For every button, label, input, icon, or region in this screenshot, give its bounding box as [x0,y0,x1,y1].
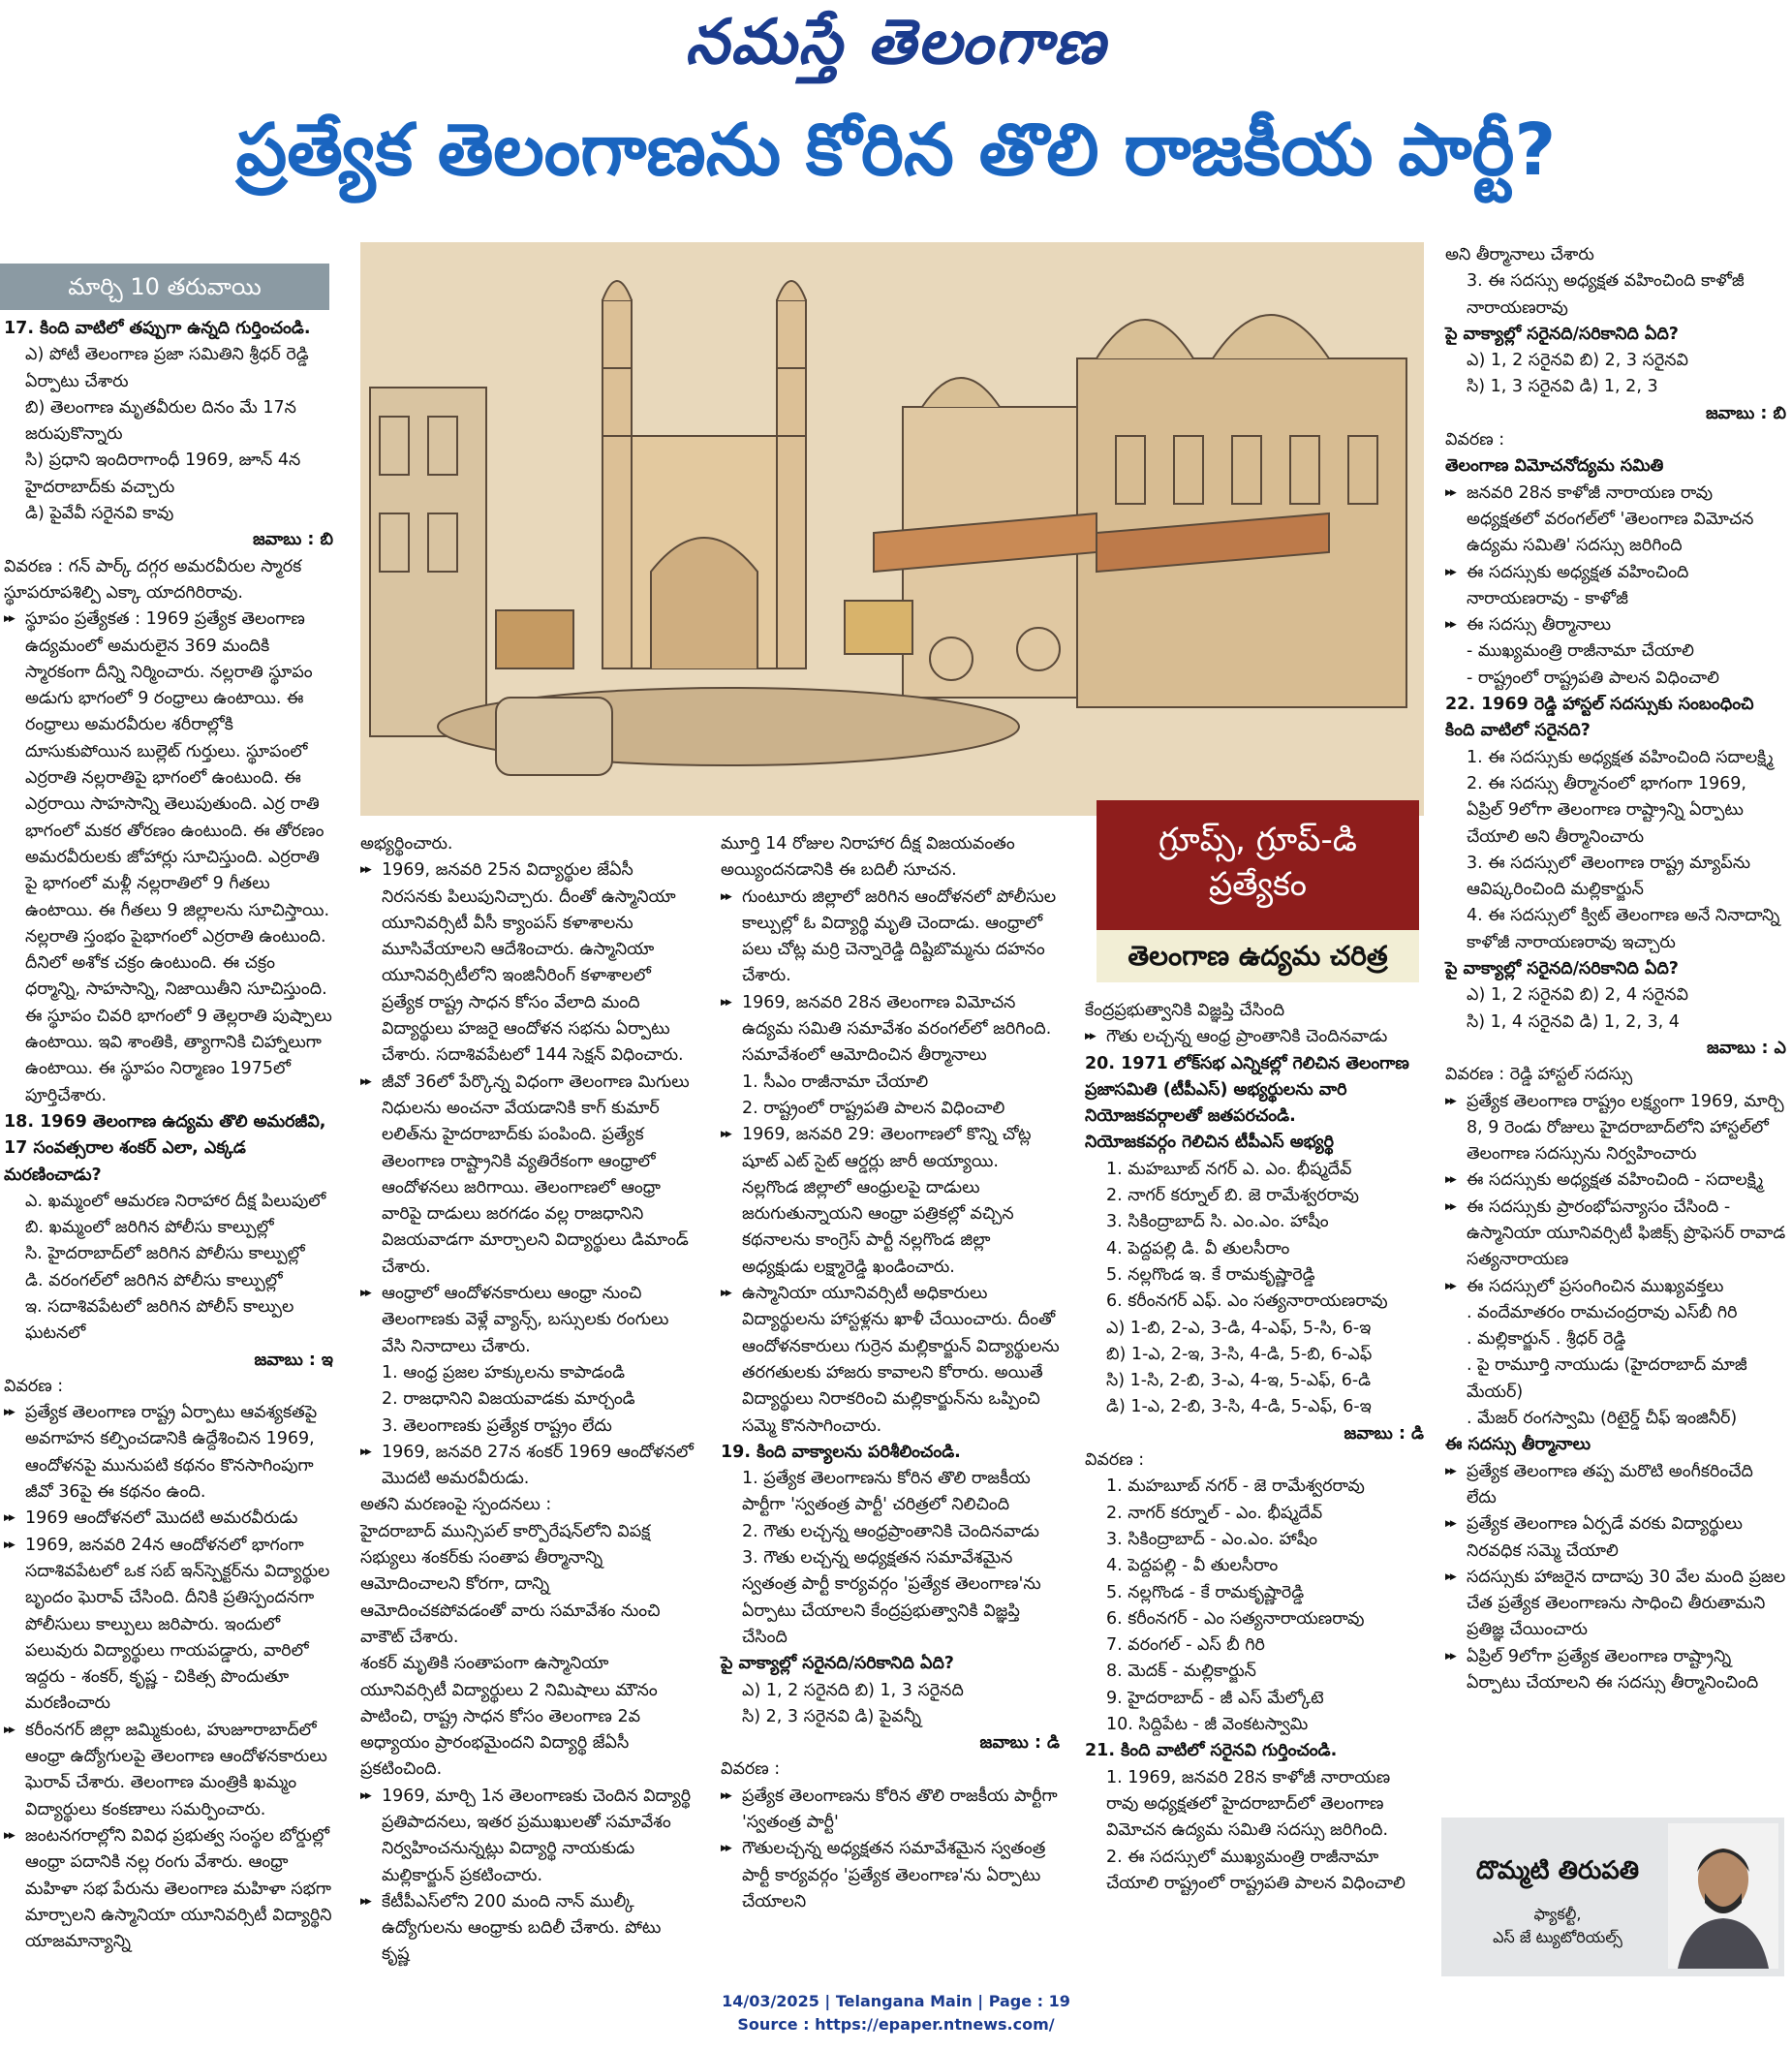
option-line: 3. సికింద్రాబాద్ సి. ఎం.ఎం. హాషీం [1106,1212,1329,1232]
bullet-paragraph: ▶▶ ప్రత్యేక తెలంగాణ రాష్ట్ర ఏర్పాటు ఆవశ్యకతపై అవగాహన కల్పించడానికి ఉద్దేశించిన 1969, ఆందోళనపై మునుపటి కథనం కొనసాగింపుగా జీవో 36పై ఈ కథనం ఉంది. [4,1400,333,1506]
bullet-paragraph: ▶▶ కరీంనగర్ జిల్లా జమ్మికుంట, హుజూరాబాద్‌లో ఆంధ్రా ఉద్యోగులపై తెలంగాణ ఆందోళనకారులు ఘెరావ్ చేశారు. తెలంగాణ మంత్రికి ఖమ్మం విద్యార్థులు కంకణాలు సమర్పించారు. [4,1718,333,1823]
option-line: . మల్లికార్జున్ . శ్రీధర్ రెడ్డి [1467,1329,1626,1350]
bullet-paragraph: ▶▶ జనవరి 28న కాళోజీ నారాయణ రావు అధ్యక్షతలో వరంగల్‌లో 'తెలంగాణ విమోచన ఉద్యమ సమితి' సదస్సు జరిగింది [1445,481,1786,560]
bullet-paragraph: ▶▶ సదస్సుకు హాజరైన దాదాపు 30 వేల మంది ప్రజల చేత ప్రత్యేక తెలంగాణను సాధించి తీరుతామని ప్రతిజ్ఞ చేయించారు [1445,1565,1786,1644]
bullet-paragraph: ▶▶ గౌతు లచ్చన్న ఆంధ్ర ప్రాంతానికి చెందినవాడు [1085,1024,1424,1050]
option-line: 3. తెలంగాణకు ప్రత్యేక రాష్ట్రం లేదు [382,1415,612,1436]
paragraph: వివరణ : [4,1376,64,1396]
series-subtitle: తెలంగాణ ఉద్యమ చరిత్ర [1097,930,1419,982]
paragraph: అని తీర్మానాలు చేశారు [1445,245,1594,264]
option-line: 4. ఈ సదస్సులో క్విట్ తెలంగాణ అనే నినాదాన్ని కాళోజీ నారాయణరావు ఇచ్చారు [1467,906,1780,952]
option-line: 2. నాగర్ కర్నూల్ బి. జె రామేశ్వరరావు [1106,1186,1359,1206]
option-line: 6. కరీంనగర్ ఎఫ్. ఎం సత్యనారాయణరావు [1106,1291,1388,1312]
paragraph: కేంద్రప్రభుత్వానికి విజ్ఞప్తి చేసింది [1085,1001,1285,1020]
bullet-paragraph: ▶▶ 1969, జనవరి 28న తెలంగాణ విమోచన ఉద్యమ సమితి సమావేశం వరంగల్‌లో జరిగింది. సమావేశంలో ఆమోదించిన తీర్మానాలు [721,990,1060,1070]
option-line: 9. హైదరాబాద్ - జీ ఎస్ మేల్కోటె [1106,1688,1324,1708]
author-portrait-image [1668,1823,1778,1969]
paragraph: వివరణ : [1445,430,1505,451]
bullet-paragraph: ▶▶ ఆంధ్రాలో ఆందోళనకారులు ఆంధ్రా నుంచి తెలంగాణకు వెళ్లే వ్యాన్స్, బస్సులకు రంగులు వేసి నినాదాలు చేశారు. [360,1281,694,1360]
column-3 [721,831,1060,1915]
column-2 [360,831,694,1969]
section-label: మార్చి 10 తరువాయి [0,264,329,310]
answer-text: జవాబు : బి [1706,403,1786,423]
question-text: నియోజకవర్గం గెలిచిన టీపీఎస్ అభ్యర్థి [1085,1133,1335,1153]
option-line: సి. హైదరాబాద్‌లో జరిగిన పోలీసు కాల్పుల్లో [25,1244,305,1264]
headline: ప్రత్యేక తెలంగాణను కోరిన తొలి రాజకీయ పార్టీ? [235,109,1557,192]
question-text: 19. కింది వాక్యాలను పరిశీలించండి. [721,1442,961,1462]
option-line: 8. మెదక్ - మల్లికార్జున్ [1106,1662,1256,1682]
option-line: 1. 1969, జనవరి 28న కాళోజీ నారాయణ రావు అధ్యక్షతలో హైదరాబాద్‌లో తెలంగాణ విమోచన ఉద్యమ సమితి సదస్సు జరిగింది. [1106,1767,1391,1841]
footer-source-line: Source : https://epaper.ntnews.com/ [737,2015,1055,2034]
option-line: 1. ప్రత్యేక తెలంగాణను కోరిన తొలి రాజకీయ పార్టీగా 'స్వతంత్ర పార్టీ' చరిత్రలో నిలిచింది [742,1469,1031,1515]
paragraph: వివరణ : రెడ్డి హాస్టల్ సదస్సు [1445,1065,1633,1085]
option-line: - రాష్ట్రంలో రాష్ట్రపతి పాలన విధించాలి [1467,668,1719,688]
charminar-illustration [360,242,1424,816]
option-line: బి) తెలంగాణ మృతవీరుల దినం మే 17న జరుపుకొన్నారు [25,397,296,445]
paragraph: హైదరాబాద్ మున్సిపల్ కార్పొరేషన్‌లోని విపక్ష సభ్యులు శంకర్‌కు సంతాప తీర్మానాన్ని ఆమోదించాలని కోరగా, దాన్ని ఆమోదించకపోవడంతో వారు సమావేశం నుంచి వాకౌట్ చేశారు. [360,1521,661,1647]
option-line: 2. రాజధానిని విజయవాడకు మార్చండి [382,1389,635,1410]
bullet-paragraph: ▶▶ ప్రత్యేక తెలంగాణ రాష్ట్రం లక్ష్యంగా 1969, మార్చి 8, 9 రెండు రోజులు హైదరాబాద్‌లోని హాస్టల్‌లో తెలంగాణ సదస్సును నిర్వహించారు [1445,1089,1786,1168]
paragraph: వివరణ : గన్ పార్క్ దగ్గర అమరవీరుల స్మారక స్థూపరూపశిల్పి ఎక్కా యాదగిరిరావు. [4,556,302,603]
bullet-paragraph: ▶▶ ఉస్మానియా యూనివర్సిటీ అధికారులు విద్యార్థులను హాస్టళ్లను ఖాళీ చేయించారు. దీంతో ఆందోళనకారులు గుర్రెన మల్లికార్జున్ విద్యార్థులను తరగతులకు హాజరు కావాలని కోరారు. అయితే విద్యార్థులు నిరాకరించి మల్లికార్జున్‌ను ఒప్పించి సమ్మె కొనసాగించారు. [721,1281,1060,1440]
question-text: తెలంగాణ విమోచనోద్యమ సమితి [1445,456,1664,477]
author-role [1451,1903,1664,1949]
question-text: 22. 1969 రెడ్డి హాస్టల్ సదస్సుకు సంబంధించి కింది వాటిలో సరైనది? [1445,695,1754,741]
bullet-paragraph: ▶▶ స్థూపం ప్రత్యేకత : 1969 ప్రత్యేక తెలంగాణ ఉద్యమంలో అమరులైన 369 మందికి స్మారకంగా దీన్ని నిర్మించారు. నల్లరాతి స్థూపం అడుగు భాగంలో 9 రంధ్రాలు ఉంటాయి. ఈ రంధ్రాలు అమరవీరుల శరీరాల్లోకి దూసుకుపోయిన బుల్లెట్ గుర్తులు. స్థూపంలో ఎర్రరాతి నల్లరాతిపై భాగంలో ఉంటుంది. ఈ ఎర్రరాయి సాహసాన్ని తెలుపుతుంది. ఎర్ర రాతి భాగంలో మకర తోరణం ఉంటుంది. ఈ తోరణం అమరవీరులకు జోహార్లు సూచిస్తుంది. ఎర్రరాతి పై భాగంలో మళ్లీ నల్లరాతిలో 9 గీతలు ఉంటాయి. ఈ గీతలు 9 జిల్లాలను సూచిస్తాయి. నల్లరాతి స్తంభం పైభాగంలో ఎర్రరాతి ఉంటుంది. దీనిలో అశోక చక్రం ఉంటుంది. ఈ చక్రం ధర్మాన్ని, సాహసాన్ని, నిజాయితీని సూచిస్తుంది. ఈ స్థూపం చివరి భాగంలో 9 తెల్లరాతి పుష్పాలు ఉంటాయి. ఇవి శాంతికి, త్యాగానికి చిహ్నాలుగా ఉంటాయి. ఈ స్థూపం నిర్మాణం 1975లో పూర్తిచేశారు. [4,606,333,1109]
option-line: . మేజర్ రంగస్వామి (రిటైర్డ్ చీఫ్ ఇంజినీర్) [1467,1409,1738,1429]
option-line: 1. ఆంధ్ర ప్రజల హక్కులను కాపాడండి [382,1362,626,1383]
option-line: డి) పైవేవీ సరైనవి కావు [25,504,174,524]
question-text: 18. 1969 తెలంగాణ ఉద్యమ తొలి అమరజీవి, 17 సంవత్సరాల శంకర్ ఎలా, ఎక్కడ మరణించాడు? [4,1111,326,1185]
option-line: . పై రామూర్తి నాయుడు (హైదరాబాద్ మాజీ మేయర్) [1467,1355,1747,1402]
bullet-paragraph: ▶▶ గౌతులచ్చన్న అధ్యక్షతన సమావేశమైన స్వతంత్ర పార్టీ కార్యవర్గం 'ప్రత్యేక తెలంగాణ'ను ఏర్పాటు చేయాలని [721,1836,1060,1915]
bullet-paragraph: ▶▶ ఈ సదస్సు తీర్మానాలు [1445,612,1786,638]
option-line: సి) 1-సి, 2-బి, 3-ఎ, 4-ఇ, 5-ఎఫ్, 6-డి [1106,1371,1372,1391]
paragraph: అభ్యర్థించారు. [360,834,453,854]
banner-line1: గ్రూప్స్, గ్రూప్-డి [1159,821,1357,859]
option-line: 1. సీఎం రాజీనామా చేయాలి [742,1072,929,1092]
option-line: బి) 1-ఎ, 2-ఇ, 3-సి, 4-డి, 5-బి, 6-ఎఫ్ [1106,1344,1373,1364]
bullet-paragraph: ▶▶ ఈ సదస్సుకు అధ్యక్షత వహించింది నారాయణరావు - కాళోజీ [1445,560,1786,613]
option-line: 4. పెద్దపల్లి - వీ తులసీరాం [1106,1556,1279,1576]
option-line: ఎ. ఖమ్మంలో ఆమరణ నిరాహార దీక్ష పిలుపులో [25,1191,326,1211]
bullet-paragraph: ▶▶ ఈ సదస్సులో ప్రసంగించిన ముఖ్యవక్తలు [1445,1274,1786,1300]
paragraph: వివరణ : [721,1759,781,1780]
paragraph: వివరణ : [1085,1450,1145,1471]
option-line: 6. కరీంనగర్ - ఎం సత్యనారాయణరావు [1106,1608,1365,1629]
bullet-paragraph: ▶▶ గుంటూరు జిల్లాలో జరిగిన ఆందోళనలో పోలీసుల కాల్పుల్లో ఓ విద్యార్థి మృతి చెందాడు. ఆంధ్రాలో పలు చోట్ల మర్రి చెన్నారెడ్డి దిష్టిబొమ్మను దహనం చేశారు. [721,885,1060,990]
option-line: ఎ) 1, 2 సరైనవి బి) 2, 4 సరైనవి [1467,985,1688,1006]
bullet-paragraph: ▶▶ 1969, జనవరి 25న విద్యార్థుల జేఏసీ నిరసనకు పిలుపునిచ్చారు. దీంతో ఉస్మానియా యూనివర్సిటీ వీసీ క్యాంపస్ కళాశాలను మూసివేయాలని ఆదేశించారు. ఉస్మానియా యూనివర్సిటీలోని ఇంజినీరింగ్ కళాశాలలో ప్రత్యేక రాష్ట్ర సాధన కోసం వేలాది మంది విద్యార్థులు హజరై ఆందోళన సభను ఏర్పాటు చేశారు. సదాశివపేటలో 144 సెక్షన్ విధించారు. [360,857,694,1069]
option-line: . వందేమాతరం రామచంద్రరావు ఎస్‌బీ గిరి [1467,1302,1738,1322]
option-line: 3. గౌతు లచ్చన్న అధ్యక్షతన సమావేశమైన స్వతంత్ర పార్టీ కార్యవర్గం 'ప్రత్యేక తెలంగాణ'ను ఏర్పాటు చేయాలని కేంద్రప్రభుత్వానికి విజ్ఞప్తి చేసింది [742,1548,1041,1647]
series-banner [1097,800,1419,930]
option-line: డి. వరంగల్‌లో జరిగిన పోలీసు కాల్పుల్లో [25,1270,283,1290]
option-line: - ముఖ్యమంత్రి రాజీనామా చేయాలి [1467,641,1694,662]
option-line: 7. వరంగల్ - ఎస్ బీ గిరి [1106,1635,1265,1656]
bullet-paragraph: ▶▶ 1969, మార్చి 1న తెలంగాణకు చెందిన విద్యార్థి ప్రతిపాదనలు, ఇతర ప్రముఖులతో సమావేశం నిర్వహించనున్నట్లు విద్యార్థి నాయకుడు మల్లికార్జున్ ప్రకటించారు. [360,1784,694,1889]
option-line: 1. మహబూబ్ నగర్ ఎ. ఎం. భీష్మదేవ్ [1106,1159,1352,1179]
option-line: ఎ) 1, 2 సరైనవి బి) 2, 3 సరైనవి [1467,351,1688,371]
bullet-paragraph: ▶▶ 1969, జనవరి 29: తెలంగాణలో కొన్ని చోట్ల షూట్ ఎట్ సైట్ ఆర్డర్లు జారీ అయ్యాయి. నల్లగొండ జిల్లాలో ఆంధ్రులపై దాడులు జరుగుతున్నాయని ఆంధ్రా పత్రికల్లో వచ్చిన కథనాలను కాంగ్రెస్ పార్టీ నల్లగొండ జిల్లా అధ్యక్షుడు లక్ష్మారెడ్డి ఖండించారు. [721,1122,1060,1281]
option-line: 1. మహబూబ్ నగర్ - జె రామేశ్వరరావు [1106,1476,1365,1497]
answer-text: జవాబు : ఎ [1707,1038,1786,1058]
answer-text: జవాబు : ఇ [254,1350,333,1370]
option-line: 2. ఈ సదస్సు తీర్మానంలో భాగంగా 1969, ఏప్రిల్ 9లోగా తెలంగాణ రాష్ట్రాన్ని ఏర్పాటు చేయాలి అని తీర్మానించారు [1467,773,1746,847]
bullet-paragraph: ▶▶ ఈ సదస్సుకు ప్రారంభోపన్యాసం చేసింది - ఉస్మానియా యూనివర్సిటీ ఫిజిక్స్ ప్రొఫెసర్ రావాడ సత్యనారాయణ [1445,1195,1786,1274]
author-role-line1: ఫ్యాకల్టీ, [1533,1905,1582,1923]
question-text: 17. కింది వాటిలో తప్పుగా ఉన్నది గుర్తించండి. [4,319,311,338]
column-4 [1085,998,1424,1897]
question-text: పై వాక్యాల్లో సరైనది/సరికానిది ఏది? [1445,324,1679,344]
option-line: ఎ) 1, 2 సరైనది బి) 1, 3 సరైనది [742,1680,964,1700]
bullet-paragraph: ▶▶ 1969, జనవరి 27న శంకర్ 1969 ఆందోళనలో మొదటి అమరవీరుడు. [360,1440,694,1493]
option-line: 2. రాష్ట్రంలో రాష్ట్రపతి పాలన విధించాలి [742,1098,1005,1118]
option-line: ఎ) పోటీ తెలంగాణ ప్రజా సమితిని శ్రీధర్ రెడ్డి ఏర్పాటు చేశారు [25,345,309,391]
option-line: 3. ఈ సదస్సు అధ్యక్షత వహించింది కాళోజీ నారాయణరావు [1467,271,1745,318]
option-line: సి) 1, 3 సరైనవి డి) 1, 2, 3 [1467,377,1658,397]
answer-text: జవాబు : డి [979,1733,1060,1754]
bullet-paragraph: ▶▶ ఏప్రిల్ 9లోగా ప్రత్యేక తెలంగాణ రాష్ట్రాన్ని ఏర్పాటు చేయాలని ఈ సదస్సు తీర్మానించింది [1445,1644,1786,1697]
option-line: సి) ప్రధాని ఇందిరాగాంధీ 1969, జూన్ 4న హైదరాబాద్‌కు వచ్చారు [25,451,301,497]
question-text: పై వాక్యాల్లో సరైనది/సరికానిది ఏది? [1445,959,1679,979]
option-line: 5. నల్లగొండ - కే రామకృష్ణారెడ్డి [1106,1582,1305,1602]
bullet-paragraph: ▶▶ కేటీపీఎస్‌లోని 200 మంది నాన్ ముల్కీ ఉద్యోగులను ఆంధ్రాకు బదిలీ చేశారు. పోటు కృష్ణ [360,1889,694,1969]
option-line: బి. ఖమ్మంలో జరిగిన పోలీసు కాల్పుల్లో [25,1218,274,1238]
option-line: డి) 1-ఎ, 2-బి, 3-సి, 4-డి, 5-ఎఫ్, 6-ఇ [1106,1397,1372,1417]
bullet-paragraph: ▶▶ ప్రత్యేక తెలంగాణ ఏర్పడే వరకు విద్యార్థులు నిరవధిక సమ్మె చేయాలి [1445,1511,1786,1565]
masthead-logo: నమస్తే తెలంగాణ [685,6,1107,78]
answer-text: జవాబు : డి [1344,1423,1424,1444]
bullet-paragraph: ▶▶ ప్రత్యేక తెలంగాణ తప్ప మరొటి అంగీకరించేది లేదు [1445,1459,1786,1512]
author-box [1441,1818,1784,1976]
option-line: 2. గౌతు లచ్చన్న ఆంధ్రప్రాంతానికి చెందినవాడు [742,1521,1039,1541]
paragraph: అతని మరణంపై స్పందనలు : [360,1495,552,1515]
bullet-paragraph: ▶▶ ప్రత్యేక తెలంగాణను కోరిన తొలి రాజకీయ పార్టీగా 'స్వతంత్ర పార్టీ' [721,1784,1060,1837]
column-1 [4,316,333,1955]
bullet-paragraph: ▶▶ 1969, జనవరి 24న ఆందోళనలో భాగంగా సదాశివపేటలో ఒక సబ్ ఇన్‌స్పెక్టర్‌ను విద్యార్థుల బృందం ఘెరావ్ చేసింది. దీనికి ప్రతిస్పందనగా పోలీసులు కాల్పులు జరిపారు. ఇందులో పలువురు విద్యార్థులు గాయపడ్డారు, వారిలో ఇద్దరు - శంకర్, కృష్ణ - చికిత్స పొందుతూ మరణించారు [4,1533,333,1718]
option-line: 3. సికింద్రాబాద్ - ఎం.ఎం. హాషీం [1106,1529,1318,1549]
banner-line2: ప్రత్యేకం [1208,865,1307,904]
question-text: 21. కింది వాటిలో సరైనవి గుర్తించండి. [1085,1741,1338,1761]
question-text: ఈ సదస్సు తీర్మానాలు [1445,1435,1591,1455]
footer [0,1990,1792,2036]
option-line: 1. ఈ సదస్సుకు అధ్యక్షత వహించింది సదాలక్ష్మి [1467,747,1774,767]
bullet-paragraph: ▶▶ 1969 ఆందోళనలో మొదటి అమరవీరుడు [4,1506,333,1532]
bullet-paragraph: ▶▶ జంటనగరాల్లోని వివిధ ప్రభుత్వ సంస్థల బోర్డుల్లో ఆంధ్రా పదానికి నల్ల రంగు వేశారు. ఆంధ్రా మహిళా సభ పేరును తెలంగాణ మహిళా సభగా మార్చాలని ఉస్మానియా యూనివర్సిటీ విద్యార్థిని యాజమాన్యాన్ని [4,1823,333,1955]
bullet-paragraph: ▶▶ జీవో 36లో పేర్కొన్న విధంగా తెలంగాణ మిగులు నిధులను అంచనా వేయడానికి కాగ్ కుమార్ లలిత్‌ను హైదరాబాద్‌కు పంపింది. ప్రత్యేక తెలంగాణ రాష్ట్రానికి వ్యతిరేకంగా ఆంధ్రాలో ఆందోళనలు జరిగాయి. తెలంగాణలో ఆంధ్రా వారిపై దాడులు జరగడం వల్ల రాజధానిని విజయవాడగా మార్చాలని విద్యార్థులు డిమాండ్ చేశారు. [360,1070,694,1281]
answer-text: జవాబు : బి [253,530,333,550]
option-line: ఎ) 1-బి, 2-ఎ, 3-డి, 4-ఎఫ్, 5-సి, 6-ఇ [1106,1318,1372,1338]
bullet-paragraph: ▶▶ ఈ సదస్సుకు అధ్యక్షత వహించింది - సదాలక్ష్మి [1445,1167,1786,1194]
column-5 [1445,242,1786,1696]
option-line: 10. సిద్దిపేట - జీ వెంకటస్వామి [1106,1715,1309,1735]
footer-date-line: 14/03/2025 | Telangana Main | Page : 19 [722,1992,1070,2010]
option-line: 5. నల్లగొండ ఇ. కే రామకృష్ణారెడ్డి [1106,1264,1315,1285]
option-line: 2. నాగర్ కర్నూల్ - ఎం. భీష్మదేవ్ [1106,1503,1323,1523]
option-line: ఇ. సదాశివపేటలో జరిగిన పోలీస్ కాల్పుల ఘటనలో [25,1296,294,1344]
paragraph: మూర్తి 14 రోజుల నిరాహార దీక్ష విజయవంతం అయ్యిందనడానికి ఈ బదిలీ సూచన. [721,834,1015,881]
author-role-line2: ఎస్ జే ట్యుటోరియల్స్ [1493,1928,1622,1946]
option-line: 2. ఈ సదస్సులో ముఖ్యమంత్రి రాజీనామా చేయాలి రాష్ట్రంలో రాష్ట్రపతి పాలన విధించాలి [1106,1847,1406,1893]
author-photo [1668,1823,1778,1969]
paragraph: శంకర్ మృతికి సంతాపంగా ఉస్మానియా యూనివర్సిటీ విద్యార్థులు 2 నిమిషాలు మౌనం పాటించి, రాష్ట్ర సాధన కోసం తెలంగాణ 2వ అధ్యాయం ప్రారంభమైందని విద్యార్థి జేఏసీ ప్రకటించింది. [360,1654,658,1780]
option-line: 4. పెద్దపల్లి డి. వీ తులసీరాం [1106,1238,1290,1259]
question-text: పై వాక్యాల్లో సరైనది/సరికానిది ఏది? [721,1654,954,1674]
option-line: సి) 1, 4 సరైనవి డి) 1, 2, 3, 4 [1467,1011,1680,1032]
option-line: 3. ఈ సదస్సులో తెలంగాణ రాష్ట్ర మ్యాప్‌ను ఆవిష్కరించింది మల్లికార్జున్ [1467,853,1751,900]
question-text: 20. 1971 లోక్‌సభ ఎన్నికల్లో గెలిచిన తెలంగాణ ప్రజాసమితి (టీపీఎస్) అభ్యర్థులను వారి నియోజకవర్గాలతో జతపరచండి. [1085,1053,1409,1127]
charminar-sketch-image [360,242,1424,816]
option-line: సి) 2, 3 సరైనవి డి) పైవన్నీ [742,1706,922,1726]
author-name: దొమ్మటి తిరుపతి [1475,1856,1640,1885]
